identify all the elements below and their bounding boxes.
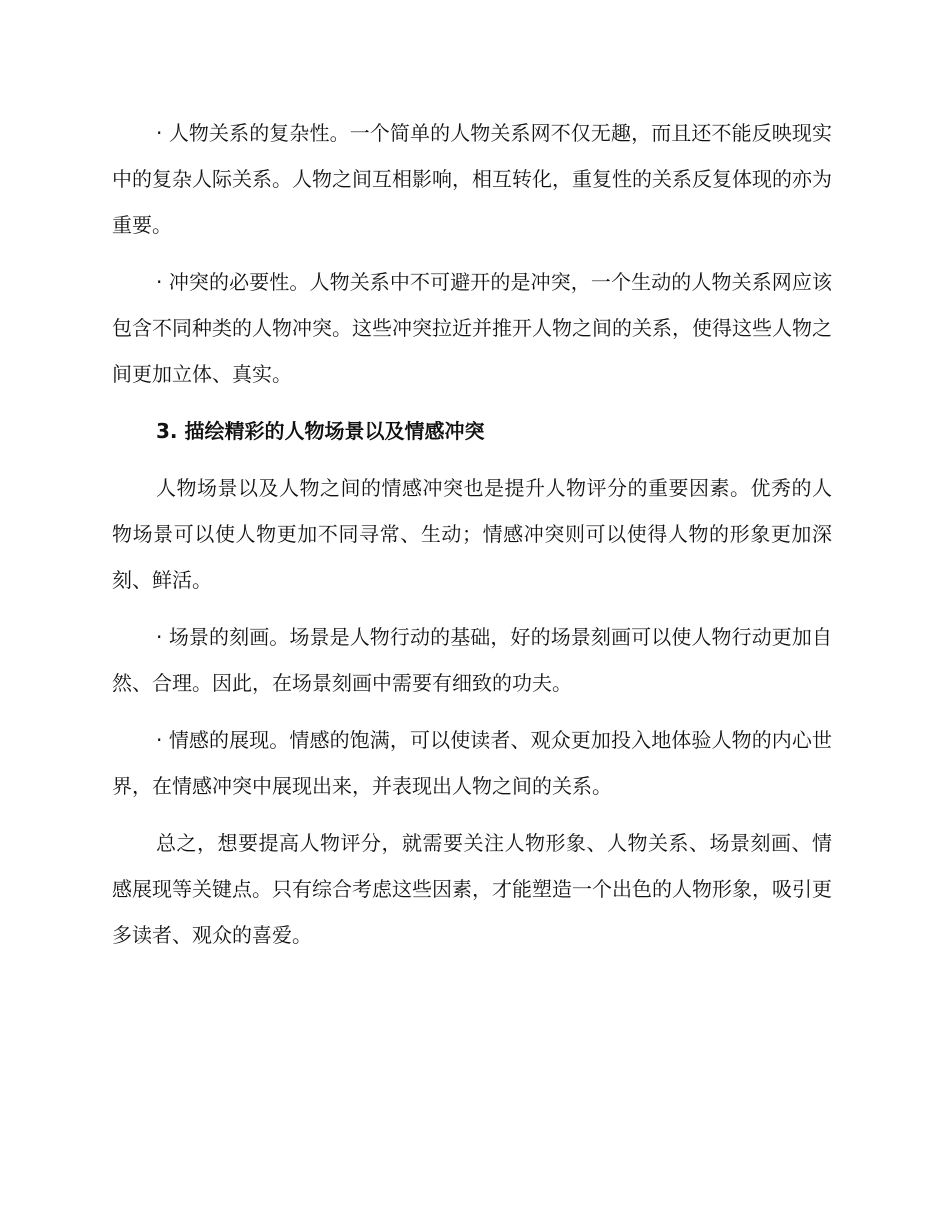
paragraph-relationship-complexity: · 人物关系的复杂性。一个简单的人物关系网不仅无趣，而且还不能反映现实中的复杂人际关系。人物之间互相影响，相互转化，重复性的关系反复体现的亦为重要。 xyxy=(112,121,832,237)
paragraph-conclusion: 总之，想要提高人物评分，就需要关注人物形象、人物关系、场景刻画、情感展现等关键点。只有综合考虑这些因素，才能塑造一个出色的人物形象，吸引更多读者、观众的喜爱。 xyxy=(112,831,832,947)
paragraph-conflict-necessity: · 冲突的必要性。人物关系中不可避开的是冲突，一个生动的人物关系网应该包含不同种类的人物冲突。这些冲突拉近并推开人物之间的关系，使得这些人物之间更加立体、真实。 xyxy=(112,270,832,386)
paragraph-emotion-display: · 情感的展现。情感的饱满，可以使读者、观众更加投入地体验人物的内心世界，在情感冲突中展现出来，并表现出人物之间的关系。 xyxy=(112,728,832,798)
paragraph-scene-and-emotion-intro: 人物场景以及人物之间的情感冲突也是提升人物评分的重要因素。优秀的人物场景可以使人物更加不同寻常、生动；情感冲突则可以使得人物的形象更加深刻、鲜活。 xyxy=(112,476,832,592)
section-heading-3: 3. 描绘精彩的人物场景以及情感冲突 xyxy=(156,419,485,443)
document-body xyxy=(112,110,832,969)
paragraph-scene-depiction: · 场景的刻画。场景是人物行动的基础，好的场景刻画可以使人物行动更加自然、合理。因此，在场景刻画中需要有细致的功夫。 xyxy=(112,625,832,695)
